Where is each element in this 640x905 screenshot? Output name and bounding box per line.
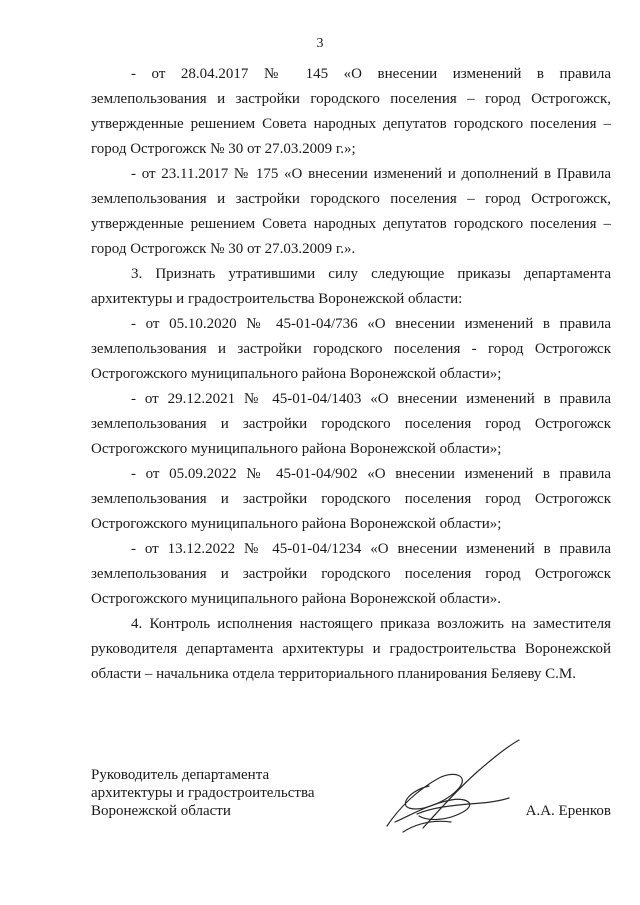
signatory-title-line: архитектуры и градостроительства [91, 785, 315, 801]
paragraph-order-2022-902: - от 05.09.2022 № 45-01-04/902 «О внесении изменений в правила землепользования и застройки городского поселения город Острогожск Острогожского муниципального района Воронежской области»; [91, 466, 611, 532]
signature-block [91, 766, 611, 846]
document-body [91, 62, 611, 687]
paragraph-order-2022-1234: - от 13.12.2022 № 45-01-04/1234 «О внесении изменений в правила землепользования и застройки городского поселения город Острогожск Острогожского муниципального района Воронежской области». [91, 541, 611, 607]
signatory-title-line: Руководитель департамента [91, 767, 270, 783]
page-number: 3 [316, 36, 324, 51]
paragraph-amendment-2017-145: - от 28.04.2017 № 145 «О внесении изменений в правила землепользования и застройки городского поселения – город Острогожск, утвержденные решением Совета народных депутатов городского поселения – город Острогожск № 30 от 27.03.2009 г.»; [91, 66, 611, 157]
paragraph-amendment-2017-175: - от 23.11.2017 № 175 «О внесении изменений и дополнений в Правила землепользования и застройки городского поселения – город Острогожск, утвержденные решением Совета народных депутатов городского поселения – город Острогожск № 30 от 27.03.2009 г.». [91, 166, 611, 257]
handwritten-signature [359, 738, 529, 838]
paragraph-item-4: 4. Контроль исполнения настоящего приказа возложить на заместителя руководителя департамента архитектуры и градостроительства Воронежской области – начальника отдела территориального планирования Беляеву С.М. [91, 616, 611, 682]
paragraph-item-3: 3. Признать утратившими силу следующие приказы департамента архитектуры и градостроительства Воронежской области: [91, 266, 611, 307]
paragraph-order-2021-1403: - от 29.12.2021 № 45-01-04/1403 «О внесении изменений в правила землепользования и застройки городского поселения город Острогожск Острогожского муниципального района Воронежской области»; [91, 391, 611, 457]
paragraph-order-2020-736: - от 05.10.2020 № 45-01-04/736 «О внесении изменений в правила землепользования и застройки городского поселения - город Острогожск Острогожского муниципального района Воронежской области»; [91, 316, 611, 382]
signatory-title [91, 766, 314, 820]
signatory-title-line: Воронежской области [91, 803, 231, 819]
signatory-name: А.А. Еренков [525, 803, 611, 819]
